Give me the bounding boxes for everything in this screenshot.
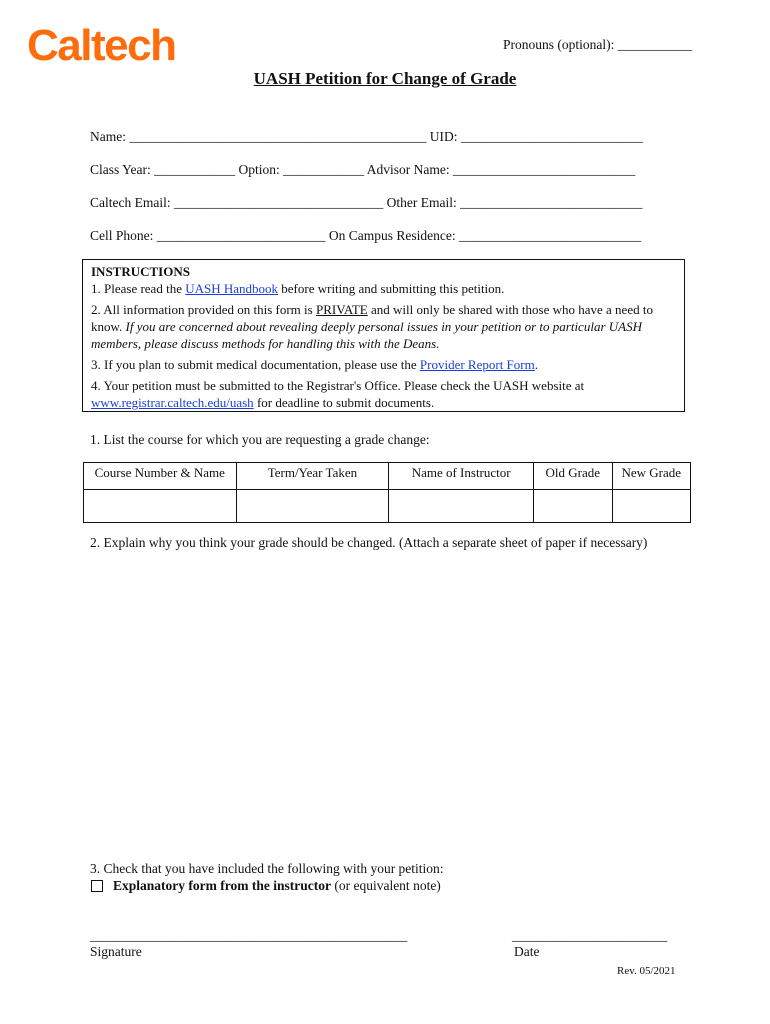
instructions-box <box>82 259 685 412</box>
other-email-field[interactable]: Other Email: ___________________________ <box>386 195 643 210</box>
column-header: Old Grade <box>534 463 612 490</box>
column-header: Term/Year Taken <box>236 463 389 490</box>
explanation-area[interactable] <box>90 560 690 850</box>
course-name-cell[interactable] <box>84 490 237 523</box>
name-field[interactable]: Name: ____________________________________________ <box>90 129 427 144</box>
private-text: PRIVATE <box>315 302 368 317</box>
date-line[interactable]: _______________________ <box>512 928 668 943</box>
course-table <box>83 462 691 523</box>
new-grade-cell[interactable] <box>612 490 691 523</box>
uash-handbook-link[interactable]: UASH Handbook <box>185 281 279 296</box>
registrar-website-link[interactable]: www.registrar.caltech.edu/uash <box>91 395 254 410</box>
instruction-item-3: 3. If you plan to submit medical documentation, please use the Provider Report Form. <box>91 357 538 372</box>
privacy-note: If you are concerned about revealing deeply personal issues in your petition or to particular UASH members, please discuss methods for handling this with the Deans. <box>91 319 642 351</box>
instructions-heading: INSTRUCTIONS <box>91 264 190 279</box>
date-label: Date <box>514 944 540 959</box>
class-row <box>90 162 635 178</box>
term-year-cell[interactable] <box>236 490 389 523</box>
section-2-prompt: 2. Explain why you think your grade should be changed. (Attach a separate sheet of paper if necessary) <box>90 535 648 550</box>
checklist-item-bold: Explanatory form from the instructor <box>113 878 331 893</box>
class-year-field[interactable]: Class Year: ____________ <box>90 162 236 177</box>
instruction-item-4: 4. Your petition must be submitted to the Registrar's Office. Please check the UASH website at www.registrar.caltech.edu/uash for deadline to submit documents. <box>91 378 585 410</box>
campus-residence-field[interactable]: On Campus Residence: ___________________________ <box>328 228 642 243</box>
uid-field[interactable]: UID: ___________________________ <box>429 129 644 144</box>
section-3-prompt: 3. Check that you have included the following with your petition: <box>90 861 444 876</box>
table-header-row <box>84 463 691 490</box>
cell-phone-field[interactable]: Cell Phone: _________________________ <box>90 228 326 243</box>
caltech-email-field[interactable]: Caltech Email: _______________________________ <box>90 195 384 210</box>
column-header: New Grade <box>612 463 691 490</box>
name-row <box>90 129 643 145</box>
instruction-item-2: 2. All information provided on this form is PRIVATE and will only be shared with those who have a need to know. If you are concerned about revealing deeply personal issues in your petition or to particular UASH members, please discuss methods for handling this with the Deans. <box>91 302 653 351</box>
old-grade-cell[interactable] <box>534 490 612 523</box>
pronouns-field[interactable]: Pronouns (optional): ___________ <box>503 37 692 52</box>
phone-row <box>90 228 641 244</box>
signature-label: Signature <box>90 944 142 959</box>
signature-line[interactable]: _______________________________________________ <box>90 928 408 943</box>
advisor-field[interactable]: Advisor Name: ___________________________ <box>366 162 636 177</box>
section-1-prompt: 1. List the course for which you are requesting a grade change: <box>90 432 430 447</box>
checklist-item: Explanatory form from the instructor (or equivalent note) <box>113 878 441 893</box>
table-row <box>84 490 691 523</box>
instruction-item-1: 1. Please read the UASH Handbook before writing and submitting this petition. <box>91 281 505 296</box>
email-row <box>90 195 642 211</box>
option-field[interactable]: Option: ____________ <box>238 162 365 177</box>
column-header: Course Number & Name <box>84 463 237 490</box>
instructor-form-checkbox[interactable] <box>91 880 103 892</box>
provider-report-form-link[interactable]: Provider Report Form <box>419 357 535 372</box>
page-title: UASH Petition for Change of Grade <box>253 69 517 88</box>
column-header: Name of Instructor <box>389 463 534 490</box>
caltech-logo: Caltech <box>27 21 176 70</box>
revision-note: Rev. 05/2021 <box>617 965 676 977</box>
instructor-cell[interactable] <box>389 490 534 523</box>
